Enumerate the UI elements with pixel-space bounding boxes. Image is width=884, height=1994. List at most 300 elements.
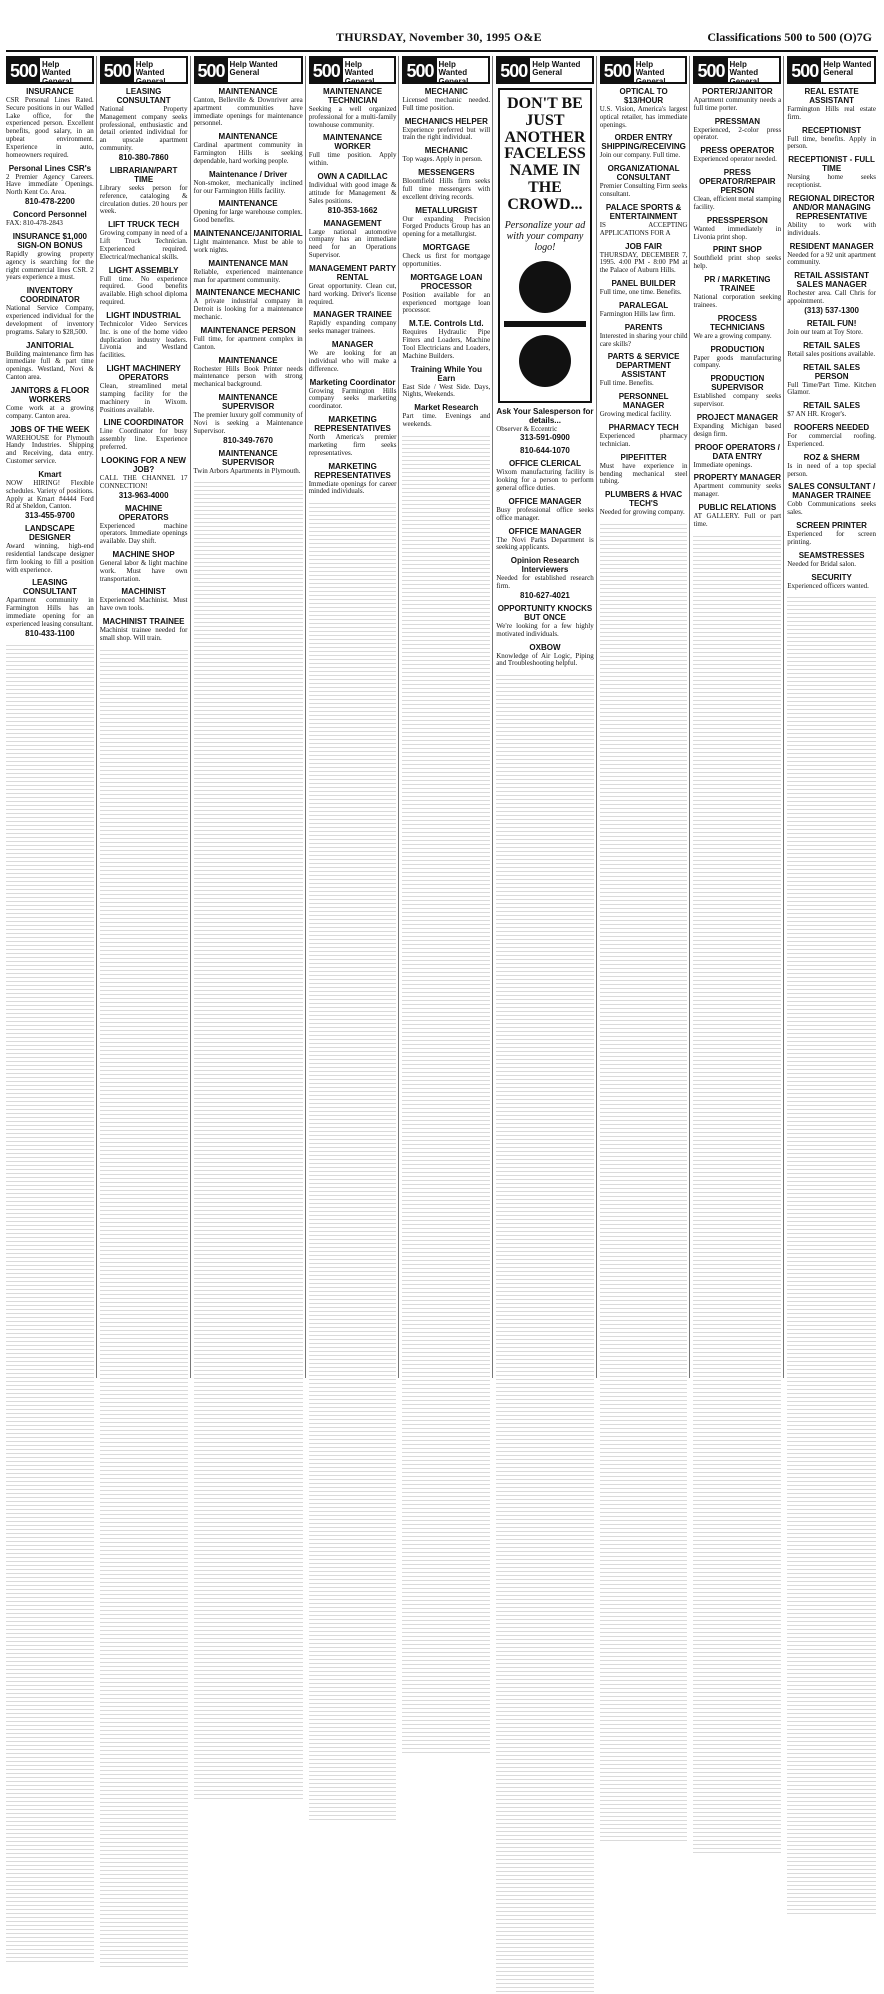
- ad-title: LIGHT MACHINERY OPERATORS: [106, 364, 181, 383]
- company-logo-icon: [519, 335, 571, 387]
- ad-title: OFFICE CLERICAL: [508, 459, 581, 469]
- ad-title: Training While You Earn: [410, 364, 482, 383]
- column-text-filler: [402, 433, 490, 1755]
- ad-title: DON'T BE JUST ANOTHER FACELESS NAME IN THE CROWD...: [504, 95, 586, 213]
- ad-title: SECURITY: [811, 572, 852, 582]
- ad-title: PRINT SHOP: [712, 245, 762, 255]
- classified-ad: [693, 443, 781, 470]
- ad-title: MESSENGERS: [418, 168, 475, 178]
- ad-body: Experienced operator needed.: [693, 155, 777, 164]
- classified-ad: [100, 418, 188, 451]
- ad-title: Concord Personnel: [12, 210, 87, 220]
- ad-body: Cobb Communications seeks sales.: [787, 500, 876, 517]
- classified-ad: [693, 275, 781, 310]
- classified-ad: [100, 550, 188, 583]
- column-6: [496, 56, 597, 1378]
- classified-ad: [787, 87, 876, 122]
- classified-ad: [309, 172, 397, 214]
- classified-ad: [693, 168, 781, 212]
- ad-title: Marketing Coordinator: [309, 377, 396, 387]
- ad-phone: 810-433-1100: [25, 628, 75, 638]
- ad-title: PARENTS: [624, 322, 663, 332]
- section-header: [194, 56, 303, 84]
- ad-body: Apartment community seeks manager.: [693, 482, 782, 499]
- classified-ad: [402, 319, 490, 360]
- ad-title: PANEL BUILDER: [611, 279, 676, 289]
- ad-title: SEAMSTRESSES: [798, 550, 865, 560]
- ad-body: Full time, for apartment complex in Canton.: [193, 334, 303, 351]
- ad-title: ORDER ENTRY SHIPPING/RECEIVING: [601, 133, 686, 152]
- classified-ad: [693, 245, 781, 271]
- section-code: 500: [404, 58, 436, 82]
- classified-ad: [787, 155, 876, 190]
- ad-title: Personal Lines CSR's: [8, 163, 92, 173]
- classified-ad: [787, 271, 876, 315]
- ad-body: Top wages. Apply in person.: [402, 155, 483, 164]
- ad-phone: 313-591-0900: [520, 433, 570, 443]
- logo-promo-ad: [498, 88, 592, 403]
- section-header: [402, 56, 490, 84]
- ad-title: Ask Your Salesperson for details...: [496, 406, 594, 425]
- classified-ad: [309, 133, 397, 168]
- ad-body: North America's premier marketing firm seeks representatives.: [308, 433, 397, 457]
- section-title: Help Wanted General: [532, 60, 581, 78]
- ad-body: Experienced Machinist. Must have own tools.: [99, 596, 188, 613]
- ad-title: OPTICAL TO $13/HOUR: [619, 87, 668, 105]
- classified-ad: [6, 286, 94, 336]
- ad-body: Needed for Bridal salon.: [787, 559, 857, 568]
- classified-ad: [194, 229, 303, 255]
- ad-body: AT GALLERY. Full or part time.: [693, 512, 782, 528]
- ad-body: Full Time/Part Time. Kitchen Glamor.: [787, 380, 876, 397]
- classified-ad: [194, 199, 303, 225]
- classified-ad: [309, 87, 397, 129]
- classified-ad: [194, 449, 303, 476]
- ad-title: PRESSPERSON: [706, 215, 768, 225]
- ad-title: LINE COORDINATOR: [103, 418, 184, 428]
- classified-ad: [787, 341, 876, 359]
- ad-body: THURSDAY, DECEMBER 7, 1995. 4:00 PM - 8:00 PM at the Palace of Auburn Hills.: [599, 250, 688, 275]
- ad-title: MECHANIC: [424, 87, 468, 96]
- ad-title: MECHANIC: [424, 146, 468, 156]
- ad-phone: 810-380-7860: [118, 152, 169, 162]
- ad-phone: 810-353-1662: [327, 205, 378, 215]
- ad-body: Cardinal apartment community in Farmington Hills is seeking dependable, hard working people.: [193, 141, 303, 165]
- ad-body: Observer & Eccentric: [496, 424, 558, 433]
- ad-title: JANITORIAL: [25, 340, 74, 350]
- column-text-filler: [194, 479, 303, 1801]
- ad-title: LOOKING FOR A NEW JOB?: [101, 455, 186, 474]
- ad-title: MAINTENANCE WORKER: [323, 133, 383, 152]
- ad-phone: 810-644-1070: [520, 446, 570, 456]
- ad-title: JOB FAIR: [625, 241, 663, 251]
- ad-title: MAINTENANCE: [218, 132, 278, 142]
- classified-ad: [600, 279, 688, 297]
- classified-ad: [600, 242, 688, 275]
- ad-body: Apartment community in Farmington Hills has an immediate opening for an experienced leasing consultant.: [6, 596, 94, 628]
- ad-title: PRODUCTION SUPERVISOR: [710, 374, 765, 393]
- ad-title: MANAGER TRAINEE: [313, 310, 392, 320]
- ad-body: Growing medical facility.: [599, 410, 672, 419]
- ad-title: INVENTORY COORDINATOR: [20, 286, 80, 305]
- classified-ad: [402, 273, 490, 315]
- section-code: 500: [196, 58, 228, 82]
- column-5: [402, 56, 493, 1378]
- ad-body: Canton, Belleville & Downriver area apartment communities have immediate openings for maintenance personnel.: [193, 96, 303, 128]
- classified-ad: [194, 259, 303, 285]
- ad-phone: 810-627-4021: [520, 590, 570, 600]
- ad-title: REAL ESTATE ASSISTANT: [804, 87, 859, 105]
- ad-title: PERSONNEL MANAGER: [618, 392, 669, 411]
- classified-ad: [600, 301, 688, 319]
- classified-ad: [693, 117, 781, 143]
- classified-ad: [600, 164, 688, 199]
- ad-body: CSR Personal Lines Rated. Secure positions in our Walled Lake office, for the experienced person. Excellent benefits, good salary, in an upbeat environment. Experience in auto, homeowners required.: [6, 96, 94, 159]
- classified-ad: [309, 219, 397, 260]
- ad-title: PROCESS TECHNICIANS: [710, 313, 765, 332]
- ad-title: OFFICE MANAGER: [508, 496, 582, 506]
- column-3: [194, 56, 306, 1378]
- ad-title: ROZ & SHERM: [803, 452, 860, 462]
- classified-ad: [787, 194, 876, 238]
- ad-title: LIFT TRUCK TECH: [108, 220, 180, 230]
- ad-body: Clean, streamlined metal stamping facility for the machinery in Wixom. Positions available.: [99, 382, 188, 414]
- ad-phone: 313-963-4000: [118, 490, 169, 500]
- ad-title: Opinion Research Interviewers: [510, 556, 580, 575]
- classified-ad: [693, 503, 781, 529]
- classified-ad: [100, 87, 188, 162]
- section-header: [600, 56, 688, 84]
- classified-ad: [600, 133, 688, 160]
- classified-ad: [787, 363, 876, 398]
- classified-ad: [100, 266, 188, 307]
- classified-ad: [787, 401, 876, 419]
- ad-body: Established company seeks supervisor.: [693, 392, 782, 409]
- classified-ad: [402, 117, 490, 143]
- ad-title: RETAIL SALES: [803, 401, 861, 411]
- ad-body: Full time. No experience required. Good benefits available. High school diploma required.: [99, 274, 188, 307]
- ad-body: Full time, benefits. Apply in person.: [787, 134, 876, 151]
- ad-title: PROOF OPERATORS / DATA ENTRY: [694, 442, 780, 461]
- classified-ad: [402, 146, 490, 164]
- classified-ad: [309, 462, 397, 497]
- ad-title: OPPORTUNITY KNOCKS BUT ONCE: [497, 603, 593, 622]
- column-text-filler: [693, 533, 781, 1855]
- section-code: 500: [695, 58, 727, 82]
- ad-title: MANAGER: [331, 340, 374, 350]
- column-9: [787, 56, 878, 1378]
- column-text-filler: [496, 672, 594, 1994]
- ad-body: Immediate openings for career minded individuals.: [308, 479, 397, 496]
- classified-ad: [496, 407, 594, 443]
- ad-title: OWN A CADILLAC: [317, 172, 388, 182]
- ad-body: Needed for growing company.: [599, 508, 685, 517]
- section-code: 500: [311, 58, 343, 82]
- classified-ad: [693, 374, 781, 409]
- ad-body: Opening for large warehouse complex. Good benefits.: [193, 208, 303, 225]
- ad-title: PRODUCTION: [710, 344, 765, 354]
- classified-ad: [309, 310, 397, 336]
- ad-body: We're looking for a few highly motivated individuals.: [496, 621, 594, 638]
- ad-title: RECEPTIONIST - FULL TIME: [788, 155, 875, 174]
- ad-body: East Side / West Side. Days, Nights, Weekends.: [402, 382, 491, 399]
- ad-phone: 810-349-7670: [223, 435, 273, 445]
- classified-ad: [600, 203, 688, 238]
- ad-body: General labor & light machine work. Must have own transportation.: [99, 558, 188, 583]
- classified-ad: [402, 243, 490, 269]
- classified-ad: [787, 319, 876, 337]
- ad-title: M.T.E. Controls Ltd.: [408, 319, 484, 329]
- ad-body: Our expanding Precision Forged Products Group has an opening for a metallurgist.: [402, 214, 491, 239]
- ad-body: Check us first for mortgage opportunities.: [402, 252, 491, 268]
- section-title: Help Wanted General: [438, 60, 469, 86]
- classified-ad: [309, 415, 397, 457]
- ad-title: MARKETING REPRESENTATIVES: [314, 415, 391, 434]
- classified-ad: [100, 456, 188, 500]
- classified-ad: [309, 378, 397, 411]
- classified-ad: [600, 87, 688, 129]
- ad-title: PARALEGAL: [619, 300, 669, 310]
- ad-body: Apartment community needs a full time porter.: [693, 96, 782, 112]
- classified-ad: [787, 423, 876, 449]
- ad-body: Seeking a well organized professional for a multi-family townhouse community.: [308, 105, 397, 129]
- classified-ad: [194, 87, 303, 128]
- classified-ad: [693, 473, 781, 499]
- classified-ad: [496, 556, 594, 600]
- ad-body: Licensed mechanic needed. Full time position.: [402, 96, 491, 112]
- section-title: Help Wanted General: [344, 60, 375, 86]
- ad-body: Needed for established research firm.: [496, 574, 594, 591]
- classified-ad: [787, 521, 876, 547]
- ad-body: Reliable, experienced maintenance man for apartment community.: [193, 267, 303, 284]
- ad-body: Technicolor Video Services Inc. is one of the home video duplication industry leaders. Livonia and Westland facilities.: [99, 319, 188, 360]
- ad-body: Award winning, high-end residential landscape designer firm looking to fill a position with experience.: [6, 542, 94, 574]
- ad-body: We are a growing company.: [693, 331, 772, 340]
- ad-body: WAREHOUSE for Plymouth Handy Industries. Shipping and Receiving, data entry. Customer service.: [6, 433, 94, 466]
- ad-title: MAINTENANCE: [218, 87, 278, 96]
- column-4: [309, 56, 400, 1378]
- column-text-filler: [100, 647, 188, 1969]
- classified-ad: [6, 578, 94, 637]
- classified-ad: [6, 87, 94, 160]
- ad-body: Retail sales positions available.: [787, 349, 876, 358]
- section-title: Help Wanted General: [635, 60, 666, 86]
- ad-title: MAINTENANCE MAN: [208, 258, 288, 268]
- ad-title: PALACE SPORTS & ENTERTAINMENT: [605, 202, 682, 221]
- classified-ad: [100, 220, 188, 261]
- ad-body: The Novi Parks Department is seeking applicants.: [496, 535, 594, 552]
- ad-body: Building maintenance firm has immediate full & part time openings. Westland, Novi & Canton area.: [6, 349, 94, 382]
- ad-body: Nursing home seeks receptionist.: [787, 173, 876, 190]
- ad-title: PRESS OPERATOR/REPAIR PERSON: [699, 168, 776, 196]
- classified-ad: [693, 314, 781, 341]
- ad-body: Knowledge of Air Logic, Piping and Troubleshooting helpful.: [496, 651, 594, 668]
- ad-title: MACHINE OPERATORS: [118, 503, 169, 522]
- classified-ad: [6, 341, 94, 382]
- ad-title: PRESS OPERATOR: [700, 146, 775, 156]
- ad-body: Paper goods manufacturing company.: [693, 353, 782, 370]
- column-8: [693, 56, 784, 1378]
- ad-title: RETAIL SALES PERSON: [803, 362, 861, 381]
- classified-ad: [600, 453, 688, 486]
- ad-title: PROJECT MANAGER: [696, 412, 779, 422]
- classified-ad: [194, 132, 303, 165]
- ad-body: Join our team at Toy Store.: [787, 327, 863, 336]
- ad-body: Interested in sharing your child care skills?: [599, 331, 688, 348]
- section-header: [309, 56, 397, 84]
- ad-body: Growing Farmington Hills company seeks marketing coordinator.: [308, 386, 397, 411]
- section-code: 500: [789, 58, 821, 82]
- ad-body: Farmington Hills law firm.: [599, 309, 676, 318]
- classified-ad: [600, 423, 688, 449]
- ad-title: METALLURGIST: [415, 205, 478, 215]
- ad-body: The premier luxury golf community of Novi is seeking a Maintenance Supervisor.: [193, 411, 303, 435]
- classified-ad: [787, 126, 876, 152]
- classified-ad: [6, 524, 94, 574]
- ad-body: A private industrial company in Detroit is looking for a maintenance mechanic.: [193, 297, 303, 322]
- ad-title: MAINTENANCE SUPERVISOR: [218, 393, 278, 412]
- ad-title: LEASING CONSULTANT: [116, 87, 171, 105]
- classified-ad: [496, 459, 594, 492]
- section-label: Classifications 500 to 500 (O)7G: [707, 30, 872, 44]
- company-logo-icon: [504, 321, 586, 327]
- ad-title: INSURANCE: [26, 87, 74, 96]
- section-code: 500: [8, 58, 40, 82]
- classified-ad: [194, 326, 303, 352]
- classified-ad: [496, 643, 594, 669]
- classified-ad: [6, 470, 94, 520]
- classified-ad: [402, 206, 490, 239]
- classified-ad: [402, 87, 490, 113]
- ad-body: Needed for a 92 unit apartment community.: [787, 250, 876, 267]
- classified-ad: [100, 311, 188, 360]
- classified-ad: [309, 264, 397, 306]
- ad-title: Kmart: [38, 469, 62, 479]
- classified-ad: [100, 587, 188, 613]
- ad-body: Library seeks person for reference, cataloging & circulation duties. 20 hours per week.: [99, 183, 188, 216]
- classified-ad: [693, 146, 781, 164]
- classified-ad: [309, 340, 397, 373]
- ad-body: Full time, one time. Benefits.: [599, 288, 682, 297]
- ad-body: Non-smoker, mechanically inclined for our Farmington Hills facility.: [193, 178, 303, 195]
- ad-phone: 313-455-9700: [24, 511, 75, 521]
- ad-body: CALL THE CHANNEL 17 CONNECTION!: [99, 473, 188, 490]
- classified-columns: [6, 56, 878, 1378]
- classified-ad: [693, 87, 781, 113]
- ad-body: Experienced pharmacy technician.: [599, 432, 688, 448]
- section-code: 500: [498, 58, 530, 82]
- date-line: THURSDAY, November 30, 1995 O&E: [336, 30, 542, 44]
- ad-body: Rapidly expanding company seeks manager trainees.: [308, 319, 397, 336]
- classified-ad: [693, 216, 781, 242]
- classified-ad: [402, 403, 490, 429]
- ad-body: Rochester Hills Book Printer needs maintenance person with strong mechanical background.: [193, 364, 303, 389]
- ad-body: National Property Management company seeks professional, enthusiastic and detail oriented individual for an upscale apartment community.: [99, 105, 188, 153]
- section-title: Help Wanted General: [729, 60, 760, 86]
- column-text-filler: [787, 594, 876, 1916]
- ad-body: Come work at a growing company. Canton area.: [6, 403, 94, 420]
- ad-title: Maintenance / Driver: [208, 169, 288, 179]
- ad-title: MANAGEMENT: [323, 218, 382, 228]
- classified-ad: [6, 232, 94, 282]
- section-title: Help Wanted General: [42, 60, 72, 86]
- ad-body: Personalize your ad with your company logo!: [504, 219, 586, 253]
- ad-title: PRESSMAN: [714, 116, 761, 126]
- ad-title: MAINTENANCE SUPERVISOR: [218, 448, 278, 467]
- classified-ad: [787, 551, 876, 569]
- ad-body: Wanted immediately in Livonia print shop.: [693, 224, 782, 241]
- ad-body: Busy professional office seeks office manager.: [496, 505, 594, 522]
- ad-body: We are looking for an individual who will make a difference.: [308, 349, 397, 373]
- ad-title: RETAIL FUN!: [806, 318, 857, 328]
- classified-ad: [100, 166, 188, 216]
- ad-title: LIBRARIAN/PART TIME: [109, 165, 178, 184]
- column-text-filler: [6, 642, 94, 1964]
- ad-body: Farmington Hills real estate firm.: [787, 105, 876, 121]
- classified-ad: [600, 490, 688, 517]
- ad-title: REGIONAL DIRECTOR AND/OR MANAGING REPRESENTATIVE: [788, 193, 875, 221]
- ad-title: MAINTENANCE: [218, 355, 278, 365]
- ad-title: INSURANCE $1,000 SIGN-ON BONUS: [12, 231, 87, 250]
- ad-title: OFFICE MANAGER: [508, 526, 582, 536]
- ad-title: SCREEN PRINTER: [796, 521, 867, 531]
- ad-body: Must have experience in bending mechanical steel tubing.: [599, 461, 688, 486]
- ad-title: Market Research: [414, 403, 479, 413]
- ad-title: RETAIL SALES: [803, 340, 861, 350]
- ad-body: Growing company in need of a Lift Truck Technician. Experienced required. Electrical/mechanical skills.: [99, 229, 188, 261]
- ad-body: Rapidly growing property agency is searching for the right commercial lines CSR. 2 years experience a must.: [6, 249, 94, 282]
- ad-body: Full time. Benefits.: [599, 379, 654, 388]
- ad-title: PORTER/JANITOR: [702, 87, 773, 96]
- ad-body: Is in need of a top special person.: [787, 461, 876, 478]
- ad-body: Southfield print shop seeks help.: [693, 254, 782, 271]
- ad-title: MACHINE SHOP: [112, 549, 175, 559]
- ad-body: Position available for an experienced mortgage loan processor.: [402, 290, 491, 315]
- ad-title: ORGANIZATIONAL CONSULTANT: [607, 164, 680, 183]
- ad-title: PROPERTY MANAGER: [693, 473, 782, 483]
- ad-body: Great opportunity. Clean cut, hard working. Driver's license required.: [308, 281, 397, 306]
- ad-body: Full time position. Apply within.: [308, 151, 397, 168]
- classified-ad: [6, 210, 94, 228]
- classified-ad: [600, 352, 688, 388]
- ad-body: Individual with good image & attitude for Management & Sales positions.: [308, 181, 397, 205]
- ad-title: PIPEFITTER: [620, 452, 667, 462]
- classified-ad: [402, 168, 490, 201]
- ad-title: MORTGAGE: [422, 243, 470, 253]
- ad-body: Experience preferred but will train the right individual.: [402, 125, 491, 142]
- column-1: [6, 56, 97, 1378]
- classified-ad: [787, 242, 876, 268]
- ad-title: RETAIL ASSISTANT SALES MANAGER: [794, 271, 870, 290]
- ad-body: IS ACCEPTING APPLICATIONS FOR A: [599, 220, 688, 237]
- ad-body: Experienced for screen printing.: [787, 530, 876, 546]
- ad-body: Rochester area. Call Chris for appointment.: [787, 289, 876, 306]
- ad-body: Join our company. Full time.: [599, 151, 681, 160]
- section-code: 500: [102, 58, 134, 82]
- ad-title: MARKETING REPRESENTATIVES: [314, 461, 391, 480]
- ad-title: PLUMBERS & HVAC TECH'S: [605, 490, 683, 509]
- ad-title: PHARMACY TECH: [608, 423, 679, 433]
- section-header: [6, 56, 94, 84]
- ad-body: FAX: 810-478-2843: [6, 219, 63, 228]
- classified-ad: [787, 453, 876, 479]
- classified-ad: [6, 386, 94, 421]
- classified-ad: [496, 446, 594, 455]
- ad-title: MAINTENANCE MECHANIC: [195, 288, 301, 298]
- classified-ad: [787, 482, 876, 517]
- section-header: [100, 56, 188, 84]
- ad-title: ROOFERS NEEDED: [794, 423, 870, 433]
